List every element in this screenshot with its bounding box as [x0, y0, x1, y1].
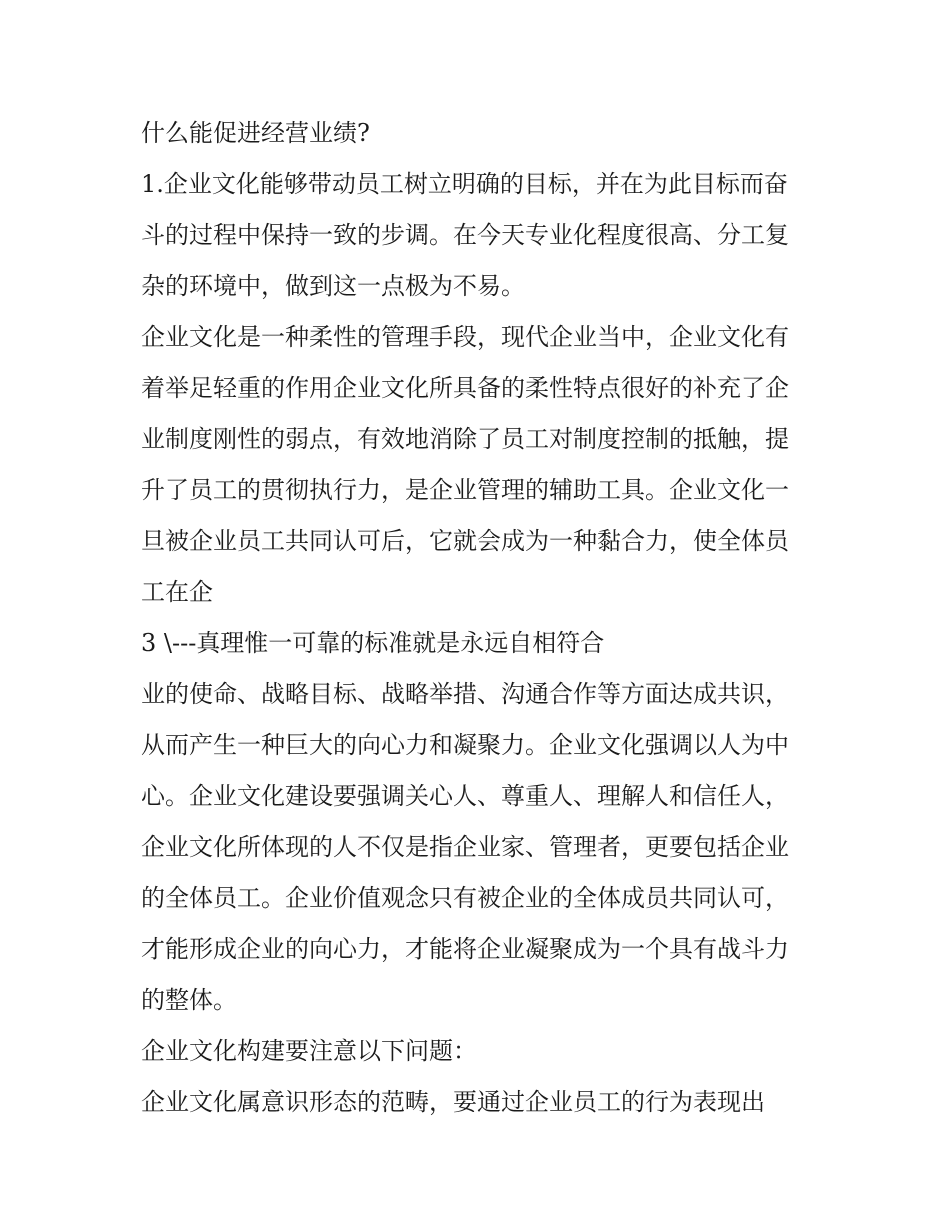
body-text	[141, 108, 831, 1128]
text-line: 心。企业文化建设要强调关心人、尊重人、理解人和信任人，	[141, 782, 789, 810]
text-line: 的整体。	[141, 986, 237, 1014]
text-line: 企业文化属意识形态的范畴，要通过企业员工的行为表现出	[141, 1088, 765, 1116]
text-line: 业制度刚性的弱点，有效地消除了员工对制度控制的抵触，提	[141, 425, 789, 453]
text-line: 杂的环境中，做到这一点极为不易。	[141, 272, 525, 300]
text-line: 1.企业文化能够带动员工树立明确的目标，并在为此目标而奋	[141, 170, 788, 198]
text-line: 企业文化所体现的人不仅是指企业家、管理者，更要包括企业	[141, 833, 789, 861]
quote-line: 3 \---真理惟一可靠的标准就是永远自相符合	[141, 629, 605, 657]
text-line: 从而产生一种巨大的向心力和凝聚力。企业文化强调以人为中	[141, 731, 789, 759]
text-line: 的全体员工。企业价值观念只有被企业的全体成员共同认可，	[141, 884, 789, 912]
text-line: 工在企	[141, 578, 213, 606]
text-line: 旦被企业员工共同认可后，它就会成为一种黏合力，使全体员	[141, 527, 789, 555]
text-line: 着举足轻重的作用企业文化所具备的柔性特点很好的补充了企	[141, 374, 789, 402]
text-line: 才能形成企业的向心力，才能将企业凝聚成为一个具有战斗力	[141, 935, 789, 963]
text-line: 业的使命、战略目标、战略举措、沟通合作等方面达成共识，	[141, 680, 789, 708]
text-line: 斗的过程中保持一致的步调。在今天专业化程度很高、分工复	[141, 221, 789, 249]
text-line: 升了员工的贯彻执行力，是企业管理的辅助工具。企业文化一	[141, 476, 789, 504]
heading-line: 什么能促进经营业绩?	[141, 119, 370, 147]
subheading-line: 企业文化构建要注意以下问题：	[141, 1037, 477, 1065]
text-line: 企业文化是一种柔性的管理手段，现代企业当中，企业文化有	[141, 323, 789, 351]
